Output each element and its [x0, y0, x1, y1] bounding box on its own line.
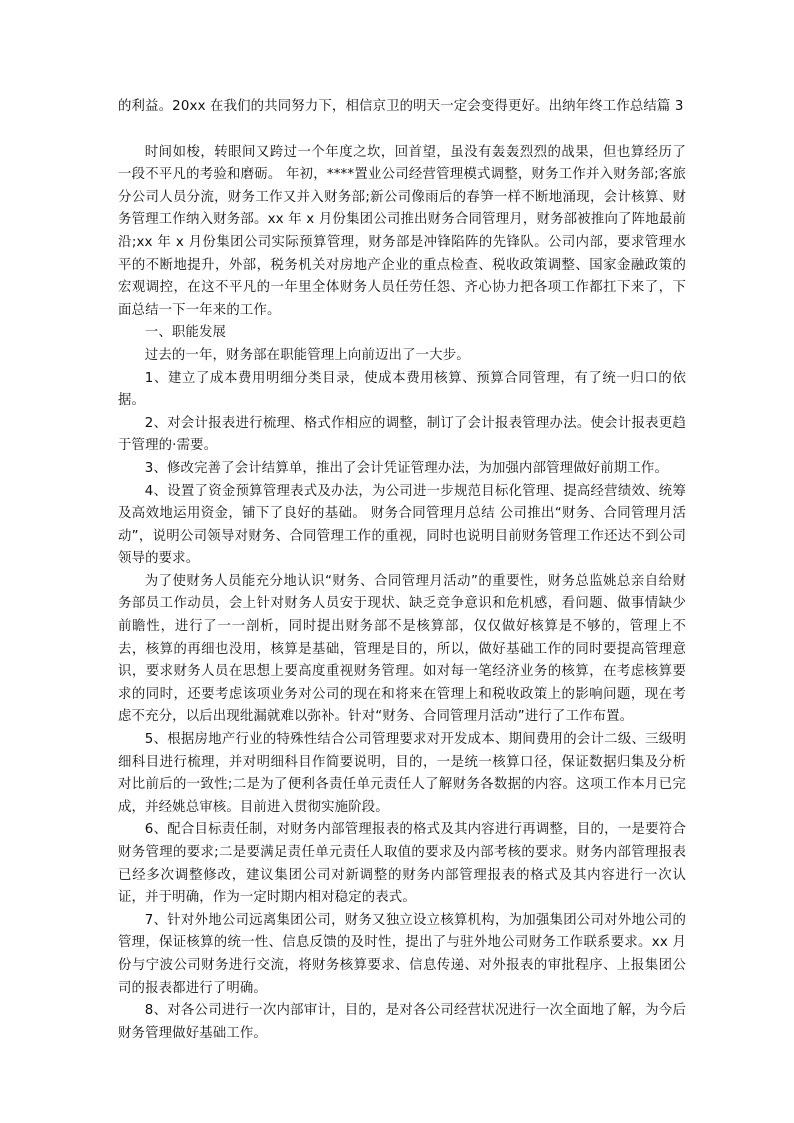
paragraph: 过去的一年，财务部在职能管理上向前迈出了一大步。	[144, 347, 470, 363]
paragraph: 为了使财务人员能充分地认识“财务、合同管理月活动”的重要性，财务总监姚总亲自给财务部员工作动员，会上针对财务人员安于现状、缺乏竞争意识和危机感，看问题、做事情缺少前瞻性，进行了一一剖析，同时提出财务部不是核算部，仅仅做好核算是不够的，管理上不去，核算的再细也没用，核算是基础，管理是目的，所以，做好基础工作的同时要提高管理意识，要求财务人员在思想上要高度重视财务管理。如对每一笔经济业务的核算，在考虑核算要求的同时，还要考虑该项业务对公司的现在和将来在管理上和税收政策上的影响问题，现在考虑不充分，以后出现纰漏就难以弥补。针对“财务、合同管理月活动”进行了工作布置。	[118, 573, 686, 725]
list-item: 2、对会计报表进行梳理、格式作相应的调整，制订了会计报表管理办法。使会计报表更趋于管理的·需要。	[118, 415, 686, 454]
list-item: 6、配合目标责任制，对财务内部管理报表的格式及其内容进行再调整，目的，一是要符合财务管理的要求;二是要满足责任单元责任人取值的要求及内部考核的要求。财务内部管理报表已经多次调整修改，建议集团公司对新调整的财务内部管理报表的格式及其内容进行一次认证，并于明确，作为一定时期内相对稳定的表式。	[118, 822, 686, 906]
list-item: 1、建立了成本费用明细分类目录，使成本费用核算、预算合同管理，有了统一归口的依据。	[118, 370, 686, 409]
paragraph-continuation: 的利益。20xx 在我们的共同努力下，相信京卫的明天一定会变得更好。出纳年终工作总结篇 3	[118, 99, 684, 114]
list-item: 4、设置了资金预算管理表式及办法，为公司进一步规范目标化管理、提高经营绩效、统筹及高效地运用资金，铺下了良好的基础。 财务合同管理月总结 公司推出“财务、合同管理月活动”，说明公司领导对财务、合同管理工作的重视，同时也说明目前财务管理工作还达不到公司领导的要求。	[118, 483, 686, 567]
list-item: 8、对各公司进行一次内部审计，目的，是对各公司经营状况进行一次全面地了解，为今后财务管理做好基础工作。	[118, 1003, 686, 1041]
paragraph-spacer	[118, 119, 686, 142]
paragraph-intro: 时间如梭，转眼间又跨过一个年度之坎，回首望，虽没有轰轰烈烈的战果，但也算经历了一段不平凡的考验和磨砺。 年初，****置业公司经营管理模式调整，财务工作并入财务部;客旅分公司人员分流，财务工作又并入财务部;新公司像雨后的春笋一样不断地涌现，会计核算、财务管理工作纳入财务部。xx 年 x 月份集团公司推出财务合同管理月，财务部被推向了阵地最前沿;xx 年 x 月份集团公司实际预算管理，财务部是冲锋陷阵的先锋队。公司内部，要求管理水平的不断地提升，外部，税务机关对房地产企业的重点检查、税收政策调整、国家金融政策的宏观调控，在这不平凡的一年里全体财务人员任劳任怨、齐心协力把各项工作都扛下来了，下面总结一下一年来的工作。	[118, 144, 686, 318]
section-heading: 一、职能发展	[144, 325, 227, 341]
list-item: 5、根据房地产行业的特殊性结合公司管理要求对开发成本、期间费用的会计二级、三级明细科目进行梳理，并对明细科目作简要说明，目的，一是统一核算口径，保证数据归集及分析对比前后的一致性;二是为了便利各责任单元责任人了解财务各数据的内容。这项工作本月已完成，并经姚总审核。目前进入贯彻实施阶段。	[118, 732, 686, 815]
list-item: 7、针对外地公司远离集团公司，财务又独立设立核算机构，为加强集团公司对外地公司的管理，保证核算的统一性、信息反馈的及时性，提出了与驻外地公司财务工作联系要求。xx 月份与宁波公司财务进行交流，将财务核算要求、信息传递、对外报表的审批程序、上报集团公司的报表都进行了明确。	[118, 912, 686, 996]
list-item: 3、修改完善了会计结算单，推出了会计凭证管理办法，为加强内部管理做好前期工作。	[144, 460, 669, 476]
document-body	[118, 96, 686, 1045]
